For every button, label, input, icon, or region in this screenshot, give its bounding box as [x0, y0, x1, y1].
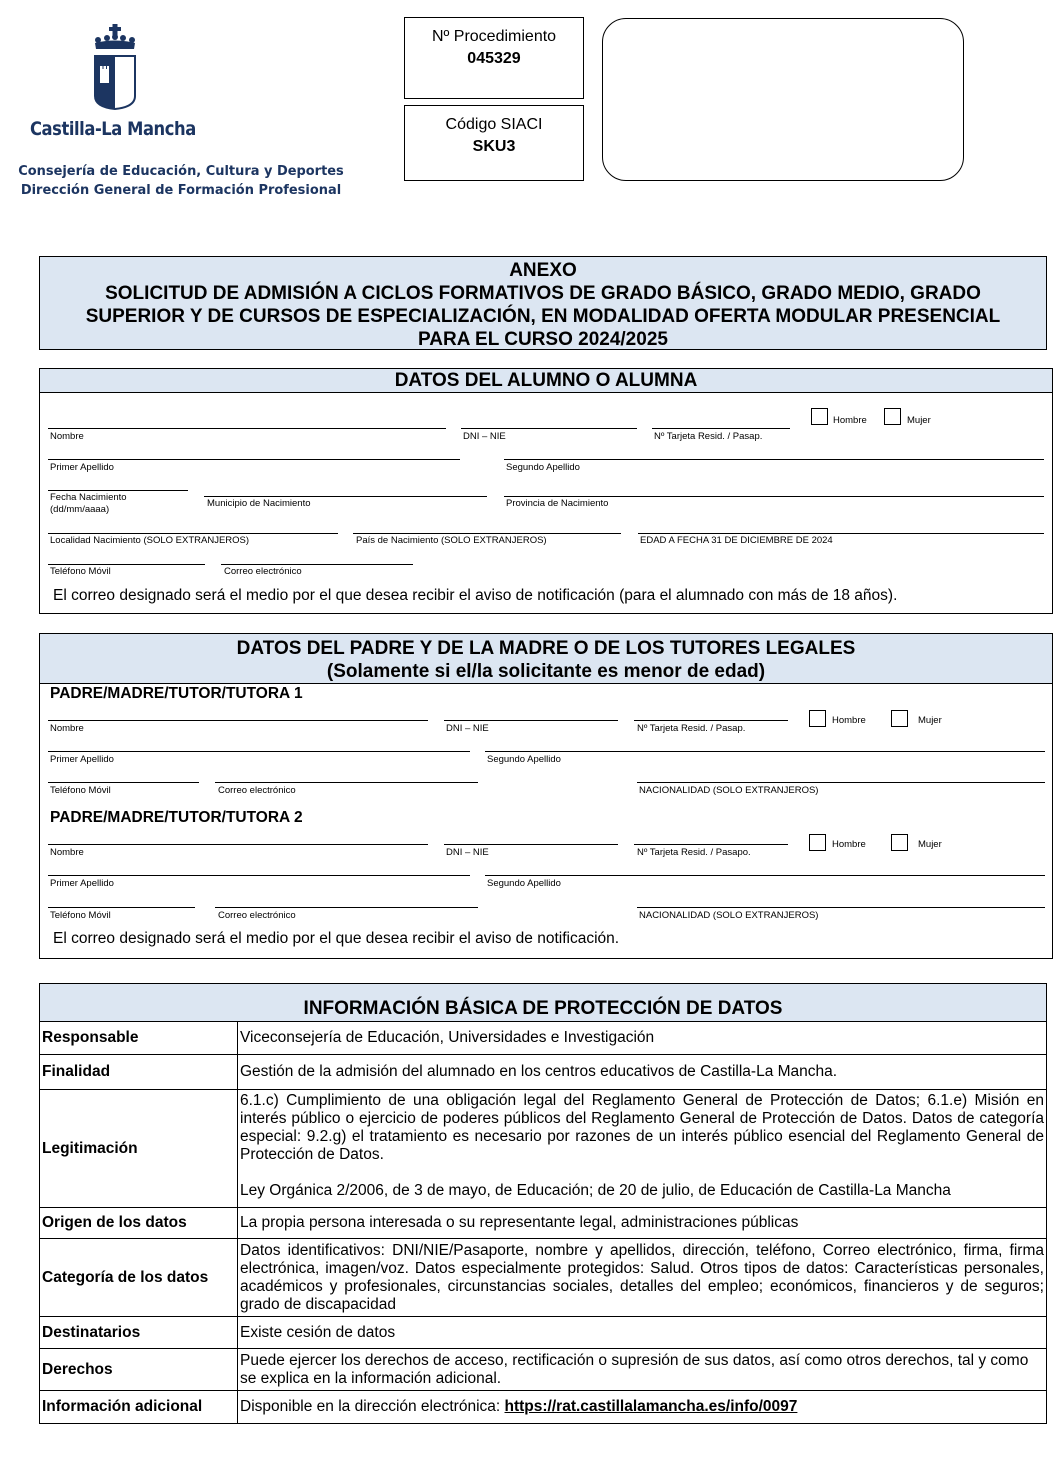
field-label: Correo electrónico [218, 910, 296, 921]
checkbox-label: Mujer [918, 839, 942, 850]
row-value: Gestión de la admisión del alumnado en los centros educativos de Castilla-La Mancha. [238, 1055, 1047, 1090]
siaci-label: Código SIACI [445, 116, 543, 133]
field-label: Municipio de Nacimiento [207, 498, 311, 509]
field-label: Nombre [50, 723, 84, 734]
field-label: Nombre [50, 847, 84, 858]
telefono-field[interactable] [48, 564, 205, 565]
tutor2-hombre-checkbox[interactable] [809, 834, 826, 851]
row-value [238, 1090, 1047, 1208]
tarjeta-field[interactable] [652, 428, 790, 429]
row-value: Existe cesión de datos [238, 1317, 1047, 1349]
field-label: DNI – NIE [446, 847, 489, 858]
tutor1-nombre-field[interactable] [48, 720, 428, 721]
parents-heading-line: DATOS DEL PADRE Y DE LA MADRE O DE LOS TUTORES LEGALES [236, 638, 856, 659]
provincia-field[interactable] [504, 496, 1044, 497]
correo-field[interactable] [221, 564, 413, 565]
row-value: Puede ejercer los derechos de acceso, rectificación o supresión de sus datos, así como otros derechos, tal y como se explica en la información adicional. [238, 1349, 1047, 1391]
row-key: Origen de los datos [40, 1208, 238, 1239]
field-label: Segundo Apellido [487, 754, 561, 765]
tutor1-telefono-field[interactable] [48, 782, 199, 783]
student-heading: DATOS DEL ALUMNO O ALUMNA [40, 369, 1052, 393]
mujer-checkbox[interactable] [884, 408, 901, 425]
protection-heading: INFORMACIÓN BÁSICA DE PROTECCIÓN DE DATOS [40, 984, 1047, 1022]
pais-field[interactable] [353, 533, 621, 534]
registry-stamp-area [602, 18, 964, 181]
row-key: Responsable [40, 1022, 238, 1055]
tutor2-primer-apellido-field[interactable] [48, 875, 470, 876]
field-label: Primer Apellido [50, 754, 114, 765]
notification-note: El correo designado será el medio por el que desea recibir el aviso de notificación (para el alumnado con más de 18 años). [53, 587, 898, 604]
tutor1-dni-field[interactable] [444, 720, 618, 721]
data-protection-table [39, 983, 1047, 1424]
tutor1-mujer-checkbox[interactable] [891, 710, 908, 727]
procedure-number-box [404, 17, 584, 99]
field-label: NACIONALIDAD (SOLO EXTRANJEROS) [639, 785, 819, 796]
parents-section [39, 633, 1053, 959]
checkbox-label: Hombre [833, 415, 867, 426]
field-label: País de Nacimiento (SOLO EXTRANJEROS) [356, 535, 547, 546]
field-label: Teléfono Móvil [50, 910, 111, 921]
field-label: DNI – NIE [463, 431, 506, 442]
parents-heading [40, 634, 1052, 684]
field-label: Nº Tarjeta Resid. / Pasapo. [637, 847, 751, 858]
field-label: Nº Tarjeta Resid. / Pasap. [654, 431, 763, 442]
field-label: Localidad Nacimiento (SOLO EXTRANJEROS) [50, 535, 250, 546]
coat-of-arms-icon [86, 24, 144, 114]
row-value: La propia persona interesada o su representante legal, administraciones públicas [238, 1208, 1047, 1239]
row-key: Información adicional [40, 1391, 238, 1424]
row-key: Legitimación [40, 1090, 238, 1208]
department-name [15, 162, 347, 200]
dni-field[interactable] [461, 428, 637, 429]
row-key: Finalidad [40, 1055, 238, 1090]
tutor1-tarjeta-field[interactable] [634, 720, 788, 721]
hombre-checkbox[interactable] [811, 408, 828, 425]
tutor2-dni-field[interactable] [444, 844, 618, 845]
localidad-field[interactable] [48, 533, 338, 534]
checkbox-label: Mujer [918, 715, 942, 726]
field-label: DNI – NIE [446, 723, 489, 734]
tutor2-title: PADRE/MADRE/TUTOR/TUTORA 2 [50, 809, 303, 826]
info-prefix: Disponible en la dirección electrónica: [240, 1398, 505, 1415]
parents-heading-line: (Solamente si el/la solicitante es menor de edad) [326, 661, 766, 682]
row-key: Categoría de los datos [40, 1239, 238, 1317]
fecha-nacimiento-field[interactable] [48, 490, 188, 491]
form-title [39, 256, 1047, 350]
nombre-field[interactable] [48, 428, 446, 429]
tutor2-nombre-field[interactable] [48, 844, 428, 845]
field-label: Provincia de Nacimiento [506, 498, 609, 509]
tutor1-primer-apellido-field[interactable] [48, 751, 470, 752]
title-line: SOLICITUD DE ADMISIÓN A CICLOS FORMATIVOS DE GRADO BÁSICO, GRADO MEDIO, GRADO [105, 283, 981, 304]
tutor2-telefono-field[interactable] [48, 907, 195, 908]
field-label: Nº Tarjeta Resid. / Pasap. [637, 723, 746, 734]
field-label: Primer Apellido [50, 462, 114, 473]
field-label: Teléfono Móvil [50, 566, 111, 577]
region-logo [86, 24, 144, 114]
tutor2-segundo-apellido-field[interactable] [485, 875, 1045, 876]
tutor2-tarjeta-field[interactable] [634, 844, 788, 845]
brand-name: Castilla-La Mancha [30, 118, 196, 140]
tutor1-hombre-checkbox[interactable] [809, 710, 826, 727]
department-line: Consejería de Educación, Cultura y Deportes [18, 163, 344, 179]
row-key: Derechos [40, 1349, 238, 1391]
checkbox-label: Mujer [907, 415, 931, 426]
tutor1-segundo-apellido-field[interactable] [485, 751, 1045, 752]
rat-info-link[interactable]: https://rat.castillalamancha.es/info/0097 [504, 1398, 798, 1415]
title-line: PARA EL CURSO 2024/2025 [418, 329, 668, 350]
department-line: Dirección General de Formación Profesional [20, 182, 342, 198]
field-label: Primer Apellido [50, 878, 114, 889]
procedure-label: Nº Procedimiento [431, 28, 557, 45]
siaci-code-box [404, 105, 584, 181]
field-label: Correo electrónico [218, 785, 296, 796]
title-line: SUPERIOR Y DE CURSOS DE ESPECIALIZACIÓN, EN MODALIDAD OFERTA MODULAR PRESENCIAL [85, 306, 1001, 327]
checkbox-label: Hombre [832, 839, 866, 850]
legitimacion-text: 6.1.c) Cumplimiento de una obligación legal del Reglamento General de Protección de Datos; 6.1.e) Misión en interés público o ejercicio de poderes públicos del Reglamento General de Protección de Datos. Datos de categoría especial: 9.2.g) el tratamiento es necesario por razones de un interés público esencial del Reglamento General de Protección de Datos. [240, 1092, 1044, 1163]
student-section [39, 368, 1053, 614]
field-label: (dd/mm/aaaa) [50, 504, 110, 515]
tutor1-nacionalidad-field[interactable] [637, 782, 1045, 783]
tutor2-nacionalidad-field[interactable] [637, 907, 1045, 908]
tutor2-mujer-checkbox[interactable] [891, 834, 908, 851]
procedure-number: 045329 [467, 50, 521, 67]
field-label: Fecha Nacimiento [50, 492, 127, 503]
row-value: Viceconsejería de Educación, Universidades e Investigación [238, 1022, 1047, 1055]
edad-field[interactable] [638, 533, 1044, 534]
row-key: Destinatarios [40, 1317, 238, 1349]
field-label: NACIONALIDAD (SOLO EXTRANJEROS) [639, 910, 819, 921]
title-line: ANEXO [509, 260, 577, 281]
legitimacion-law: Ley Orgánica 2/2006, de 3 de mayo, de Educación; de 20 de julio, de Educación de Castilla-La Mancha [240, 1182, 951, 1199]
field-label: Segundo Apellido [506, 462, 580, 473]
field-label: Correo electrónico [224, 566, 302, 577]
tutor1-title: PADRE/MADRE/TUTOR/TUTORA 1 [50, 685, 303, 702]
notification-note: El correo designado será el medio por el que desea recibir el aviso de notificación. [53, 930, 620, 947]
row-value: Datos identificativos: DNI/NIE/Pasaporte, nombre y apellidos, dirección, teléfono, Correo electrónico, firma, firma electrónica, imagen/voz. Datos especialmente protegidos: Salud. Otros tipos de datos: Características personales, académicos y profesionales, circunstancias sociales, detalles del empleo; económicos, financieros y de seguros; grado de discapacidad [238, 1239, 1047, 1317]
primer-apellido-field[interactable] [48, 459, 460, 460]
tutor1-correo-field[interactable] [215, 782, 478, 783]
tutor2-correo-field[interactable] [215, 907, 478, 908]
municipio-field[interactable] [204, 496, 487, 497]
field-label: Teléfono Móvil [50, 785, 111, 796]
siaci-code: SKU3 [472, 138, 516, 155]
field-label: Segundo Apellido [487, 878, 561, 889]
row-value [238, 1391, 1047, 1424]
segundo-apellido-field[interactable] [504, 459, 1044, 460]
checkbox-label: Hombre [832, 715, 866, 726]
field-label: EDAD A FECHA 31 DE DICIEMBRE DE 2024 [640, 535, 833, 546]
field-label: Nombre [50, 431, 84, 442]
